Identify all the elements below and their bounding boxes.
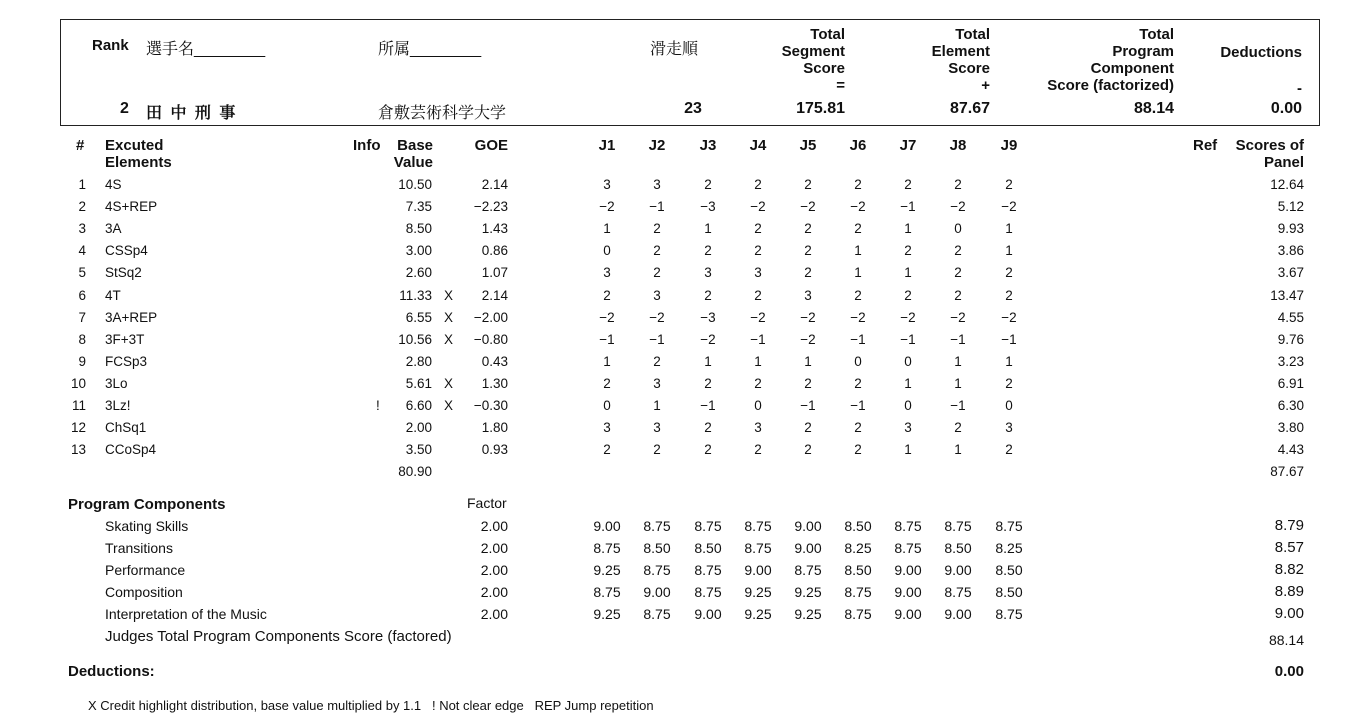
component-judge-3: 8.75	[694, 562, 722, 579]
element-judge-4: −2	[750, 309, 766, 325]
start-order: 23	[684, 100, 702, 117]
component-judge-6: 8.50	[844, 518, 872, 534]
element-judge-4: 0	[754, 398, 762, 413]
component-score: 8.89	[1274, 583, 1304, 601]
component-score: 8.82	[1274, 561, 1304, 579]
element-judge-7: 0	[904, 398, 912, 413]
element-judge-8: −1	[950, 331, 966, 347]
factor-label: Factor	[467, 495, 507, 511]
element-num: 8	[78, 331, 86, 347]
element-judge-7: 2	[904, 177, 912, 192]
component-judge-4: 9.25	[744, 584, 772, 601]
component-factor: 2.00	[480, 584, 508, 601]
element-judge-3: 2	[704, 420, 712, 436]
element-panel-score: 9.93	[1277, 221, 1304, 237]
component-judge-8: 8.75	[944, 518, 972, 534]
element-judge-6: 2	[854, 177, 862, 192]
element-goe: −0.30	[473, 398, 508, 413]
element-judge-2: −1	[649, 199, 665, 215]
element-judge-6: 0	[854, 353, 862, 369]
element-base-value: 2.80	[405, 353, 432, 369]
component-judge-7: 9.00	[894, 584, 922, 601]
element-judge-8: 2	[954, 287, 962, 303]
element-goe: 1.30	[481, 375, 508, 391]
element-judge-1: 0	[603, 398, 611, 413]
rank-value: 2	[120, 100, 129, 117]
component-judge-9: 8.25	[995, 540, 1023, 557]
col-goe: GOE	[474, 137, 508, 154]
component-judge-1: 8.75	[593, 584, 621, 601]
component-name: Transitions	[105, 540, 173, 557]
element-judge-2: 2	[653, 265, 661, 281]
element-judge-4: 2	[754, 442, 762, 458]
element-judge-8: 2	[954, 243, 962, 259]
component-judge-3: 8.50	[694, 540, 722, 557]
tes-value: 87.67	[949, 100, 990, 117]
element-goe: 1.07	[481, 265, 508, 281]
deductions-value: 0.00	[1270, 100, 1302, 117]
component-judge-2: 8.50	[643, 540, 671, 557]
element-name: 4T	[105, 287, 121, 303]
element-judge-1: 3	[603, 420, 611, 436]
element-judge-9: 1	[1005, 353, 1013, 369]
element-x-flag: X	[444, 331, 454, 347]
components-total-label: Judges Total Program Components Score (factored)	[105, 628, 452, 645]
col-judge-1: J1	[598, 137, 616, 154]
element-num: 6	[78, 287, 86, 303]
element-judge-5: −1	[800, 398, 816, 413]
element-goe: 1.80	[481, 420, 508, 436]
tes-label: Total Element Score +	[931, 26, 990, 94]
element-name: ChSq1	[105, 420, 147, 436]
element-judge-4: 3	[754, 265, 762, 281]
component-judge-1: 9.25	[593, 606, 621, 623]
element-num: 12	[70, 420, 86, 436]
element-judge-6: 2	[854, 287, 862, 303]
element-name: 3A	[105, 221, 122, 237]
element-judge-7: 0	[904, 353, 912, 369]
element-panel-score: 5.12	[1277, 199, 1304, 215]
col-judge-5: J5	[799, 137, 817, 154]
element-judge-9: 2	[1005, 375, 1013, 391]
component-judge-4: 9.00	[744, 562, 772, 579]
element-name: CSSp4	[105, 243, 148, 259]
element-base-value: 3.50	[405, 442, 432, 458]
element-base-value: 2.60	[405, 265, 432, 281]
element-judge-5: −2	[800, 199, 816, 215]
component-judge-5: 9.25	[794, 606, 822, 623]
element-num: 2	[78, 199, 86, 215]
element-judge-6: 2	[854, 442, 862, 458]
element-judge-6: 1	[854, 243, 862, 259]
element-num: 1	[78, 177, 86, 192]
element-judge-9: 0	[1005, 398, 1013, 413]
element-panel-score: 4.43	[1277, 442, 1304, 458]
rank-label: Rank	[92, 37, 129, 54]
col-judge-3: J3	[699, 137, 717, 154]
col-panel: Scores of Panel	[1235, 137, 1304, 171]
component-score: 9.00	[1274, 605, 1304, 623]
component-name: Performance	[105, 562, 186, 579]
element-base-value: 2.00	[405, 420, 432, 436]
component-score: 8.79	[1274, 517, 1304, 534]
element-judge-4: 2	[754, 287, 762, 303]
element-judge-7: 3	[904, 420, 912, 436]
element-judge-3: 1	[704, 221, 712, 237]
component-judge-1: 9.25	[593, 562, 621, 579]
component-judge-5: 9.00	[794, 518, 822, 534]
element-judge-6: −1	[850, 398, 866, 413]
element-judge-7: 1	[904, 265, 912, 281]
element-judge-6: 2	[854, 221, 862, 237]
element-x-flag: X	[444, 309, 454, 325]
component-factor: 2.00	[480, 540, 508, 557]
club-label: 所属________	[378, 41, 482, 58]
tss-value: 175.81	[796, 100, 845, 117]
element-judge-4: 1	[754, 353, 762, 369]
element-judge-3: 1	[704, 353, 712, 369]
component-judge-7: 8.75	[894, 540, 922, 557]
component-factor: 2.00	[480, 518, 508, 534]
col-judge-6: J6	[849, 137, 867, 154]
element-judge-2: −2	[649, 309, 665, 325]
element-judge-8: −2	[950, 199, 966, 215]
element-judge-8: −2	[950, 309, 966, 325]
element-judge-3: 2	[704, 442, 712, 458]
element-name: StSq2	[105, 265, 142, 281]
component-name: Interpretation of the Music	[105, 606, 267, 623]
element-num: 3	[78, 221, 86, 237]
element-judge-8: 2	[954, 177, 962, 192]
element-panel-score: 9.76	[1277, 331, 1304, 347]
element-judge-2: −1	[649, 331, 665, 347]
club-name: 倉敷芸術科学大学	[378, 105, 507, 122]
element-judge-7: 2	[904, 287, 912, 303]
element-panel-score: 13.47	[1270, 287, 1304, 303]
element-judge-1: 2	[603, 442, 611, 458]
element-goe: 1.43	[481, 221, 508, 237]
element-judge-4: 2	[754, 177, 762, 192]
element-judge-7: −1	[900, 199, 916, 215]
element-name: 3Lo	[105, 375, 128, 391]
component-judge-7: 9.00	[894, 562, 922, 579]
tss-label: Total Segment Score =	[781, 26, 845, 94]
element-judge-4: 3	[754, 420, 762, 436]
element-judge-9: 2	[1005, 177, 1013, 192]
element-judge-9: 3	[1005, 420, 1013, 436]
col-ref: Ref	[1193, 137, 1218, 154]
element-base-value: 10.56	[398, 331, 432, 347]
element-name: 4S	[105, 177, 122, 192]
element-judge-1: −2	[599, 309, 615, 325]
component-name: Composition	[105, 584, 183, 601]
element-judge-2: 1	[653, 398, 661, 413]
element-judge-2: 2	[653, 221, 661, 237]
element-panel-score: 3.80	[1277, 420, 1304, 436]
element-judge-6: 2	[854, 375, 862, 391]
element-goe: −2.00	[473, 309, 508, 325]
element-name: 4S+REP	[105, 199, 158, 215]
element-judge-3: 2	[704, 177, 712, 192]
element-judge-7: −2	[900, 309, 916, 325]
element-judge-4: 2	[754, 375, 762, 391]
element-name: 3Lz!	[105, 398, 131, 413]
component-judge-4: 8.75	[744, 540, 772, 557]
element-name: 3F+3T	[105, 331, 145, 347]
component-judge-2: 8.75	[643, 518, 671, 534]
element-judge-9: 1	[1005, 221, 1013, 237]
element-judge-1: 2	[603, 287, 611, 303]
element-judge-8: −1	[950, 398, 966, 413]
element-judge-9: −2	[1001, 309, 1017, 325]
element-judge-7: 1	[904, 442, 912, 458]
element-judge-3: −3	[700, 199, 716, 215]
element-goe: 0.43	[481, 353, 508, 369]
component-factor: 2.00	[480, 606, 508, 623]
element-judge-8: 2	[954, 265, 962, 281]
component-judge-6: 8.25	[844, 540, 872, 557]
element-judge-5: 2	[804, 243, 812, 259]
element-name: FCSp3	[105, 353, 148, 369]
element-judge-1: 3	[603, 177, 611, 192]
col-judge-4: J4	[749, 137, 767, 154]
element-judge-1: −1	[599, 331, 615, 347]
element-base-value: 6.55	[405, 309, 432, 325]
component-judge-6: 8.50	[844, 562, 872, 579]
component-judge-6: 8.75	[844, 584, 872, 601]
element-goe: 0.86	[481, 243, 508, 259]
element-judge-9: 2	[1005, 287, 1013, 303]
element-judge-8: 1	[954, 442, 962, 458]
element-judge-6: 2	[854, 420, 862, 436]
deductions-sign: -	[1297, 80, 1302, 97]
component-judge-6: 8.75	[844, 606, 872, 623]
element-judge-6: −2	[850, 199, 866, 215]
element-base-value: 5.61	[405, 375, 432, 391]
pcs-label: Total Program Component Score (factorized)	[1047, 26, 1174, 94]
element-judge-5: 2	[804, 375, 812, 391]
deductions-label: Deductions	[1220, 44, 1302, 61]
element-goe: 2.14	[481, 287, 508, 303]
component-judge-5: 9.25	[794, 584, 822, 601]
element-judge-8: 0	[954, 221, 962, 237]
element-panel-score: 12.64	[1270, 177, 1304, 192]
element-judge-7: 2	[904, 243, 912, 259]
component-judge-7: 9.00	[894, 606, 922, 623]
element-base-value: 3.00	[405, 243, 432, 259]
col-elements: Excuted Elements	[105, 137, 172, 171]
name-label: 選手名________	[146, 41, 266, 58]
element-panel-score: 3.23	[1277, 353, 1304, 369]
element-panel-score: 3.67	[1277, 265, 1304, 281]
component-judge-2: 8.75	[643, 562, 671, 579]
element-info: !	[376, 398, 380, 413]
component-judge-9: 8.50	[995, 584, 1023, 601]
element-x-flag: X	[444, 398, 454, 413]
component-judge-9: 8.75	[995, 518, 1023, 534]
element-judge-2: 2	[653, 442, 661, 458]
col-judge-8: J8	[949, 137, 967, 154]
element-judge-2: 3	[653, 375, 661, 391]
element-judge-6: 1	[854, 265, 862, 281]
component-judge-7: 8.75	[894, 518, 922, 534]
element-judge-3: 3	[704, 265, 712, 281]
element-judge-5: 2	[804, 177, 812, 192]
deductions-footer-value: 0.00	[1274, 663, 1304, 680]
element-judge-3: 2	[704, 287, 712, 303]
element-goe: 2.14	[481, 177, 508, 192]
element-base-value: 6.60	[405, 398, 432, 413]
element-panel-score: 4.55	[1277, 309, 1304, 325]
deductions-footer-label: Deductions:	[68, 663, 155, 680]
element-judge-9: 2	[1005, 442, 1013, 458]
element-judge-1: 2	[603, 375, 611, 391]
component-judge-8: 8.75	[944, 584, 972, 601]
element-judge-3: 2	[704, 243, 712, 259]
element-judge-1: −2	[599, 199, 615, 215]
component-judge-8: 9.00	[944, 606, 972, 623]
component-judge-2: 8.75	[643, 606, 671, 623]
legend-note: X Credit highlight distribution, base value multiplied by 1.1 ! Not clear edge REP Jump repetition	[88, 698, 654, 713]
element-judge-5: 2	[804, 221, 812, 237]
component-judge-9: 8.50	[995, 562, 1023, 579]
element-judge-2: 3	[653, 177, 661, 192]
component-judge-1: 8.75	[593, 540, 621, 557]
element-judge-2: 2	[653, 243, 661, 259]
element-judge-6: −1	[850, 331, 866, 347]
component-judge-4: 8.75	[744, 518, 772, 534]
element-goe: 0.93	[481, 442, 508, 458]
element-x-flag: X	[444, 287, 454, 303]
element-panel-score: 6.30	[1277, 398, 1304, 413]
element-judge-4: −2	[750, 199, 766, 215]
element-judge-5: 1	[804, 353, 812, 369]
component-factor: 2.00	[480, 562, 508, 579]
element-num: 9	[78, 353, 86, 369]
component-judge-3: 8.75	[694, 518, 722, 534]
element-judge-7: 1	[904, 375, 912, 391]
element-judge-3: −1	[700, 398, 716, 413]
element-base-value: 7.35	[405, 199, 432, 215]
component-judge-9: 8.75	[995, 606, 1023, 623]
pcs-value: 88.14	[1133, 100, 1174, 117]
col-judge-7: J7	[899, 137, 917, 154]
element-judge-2: 3	[653, 420, 661, 436]
element-x-flag: X	[444, 375, 454, 391]
element-judge-2: 3	[653, 287, 661, 303]
element-num: 13	[70, 442, 86, 458]
element-judge-8: 1	[954, 353, 962, 369]
element-judge-3: 2	[704, 375, 712, 391]
components-total-value: 88.14	[1268, 632, 1304, 648]
component-judge-2: 9.00	[643, 584, 671, 601]
element-judge-9: 1	[1005, 243, 1013, 259]
element-judge-9: −2	[1001, 199, 1017, 215]
component-judge-4: 9.25	[744, 606, 772, 623]
element-judge-4: 2	[754, 243, 762, 259]
component-judge-1: 9.00	[593, 518, 621, 534]
elements-total-score: 87.67	[1270, 464, 1304, 479]
component-judge-5: 8.75	[794, 562, 822, 579]
element-judge-5: 3	[804, 287, 812, 303]
element-judge-3: −2	[700, 331, 716, 347]
element-name: CCoSp4	[105, 442, 157, 458]
col-num: #	[76, 137, 85, 154]
col-judge-9: J9	[1000, 137, 1018, 154]
element-judge-4: −1	[750, 331, 766, 347]
components-title: Program Components	[68, 496, 226, 513]
element-goe: −0.80	[473, 331, 508, 347]
element-judge-2: 2	[653, 353, 661, 369]
component-judge-8: 8.50	[944, 540, 972, 557]
element-base-value: 8.50	[405, 221, 432, 237]
element-judge-5: −2	[800, 309, 816, 325]
component-judge-8: 9.00	[944, 562, 972, 579]
element-num: 7	[78, 309, 86, 325]
element-judge-8: 1	[954, 375, 962, 391]
element-judge-5: 2	[804, 442, 812, 458]
element-name: 3A+REP	[105, 309, 158, 325]
elements-total-base: 80.90	[398, 464, 432, 479]
element-base-value: 11.33	[399, 287, 432, 303]
element-judge-1: 0	[603, 243, 611, 259]
element-judge-1: 1	[603, 353, 611, 369]
component-judge-3: 9.00	[694, 606, 722, 623]
component-score: 8.57	[1274, 539, 1304, 557]
element-num: 4	[78, 243, 86, 259]
element-judge-4: 2	[754, 221, 762, 237]
order-label: 滑走順	[650, 41, 699, 58]
element-num: 5	[78, 265, 86, 281]
element-base-value: 10.50	[398, 177, 432, 192]
element-num: 11	[71, 398, 86, 413]
element-judge-9: −1	[1001, 331, 1017, 347]
element-judge-6: −2	[850, 309, 866, 325]
element-judge-3: −3	[700, 309, 716, 325]
component-judge-5: 9.00	[794, 540, 822, 557]
element-judge-7: 1	[904, 221, 912, 237]
element-judge-5: 2	[804, 265, 812, 281]
element-judge-1: 3	[603, 265, 611, 281]
component-name: Skating Skills	[105, 518, 189, 534]
col-judge-2: J2	[648, 137, 666, 154]
element-judge-8: 2	[954, 420, 962, 436]
component-judge-3: 8.75	[694, 584, 722, 601]
element-judge-5: −2	[800, 331, 816, 347]
element-panel-score: 3.86	[1277, 243, 1304, 259]
element-panel-score: 6.91	[1277, 375, 1304, 391]
col-info: Info	[353, 137, 381, 154]
element-judge-7: −1	[900, 331, 916, 347]
element-judge-9: 2	[1005, 265, 1013, 281]
element-num: 10	[70, 375, 86, 391]
col-base-value: Base Value	[393, 137, 433, 171]
element-judge-5: 2	[804, 420, 812, 436]
element-goe: −2.23	[473, 199, 508, 215]
element-judge-1: 1	[603, 221, 611, 237]
skater-name: 田 中 刑 事	[146, 105, 238, 122]
